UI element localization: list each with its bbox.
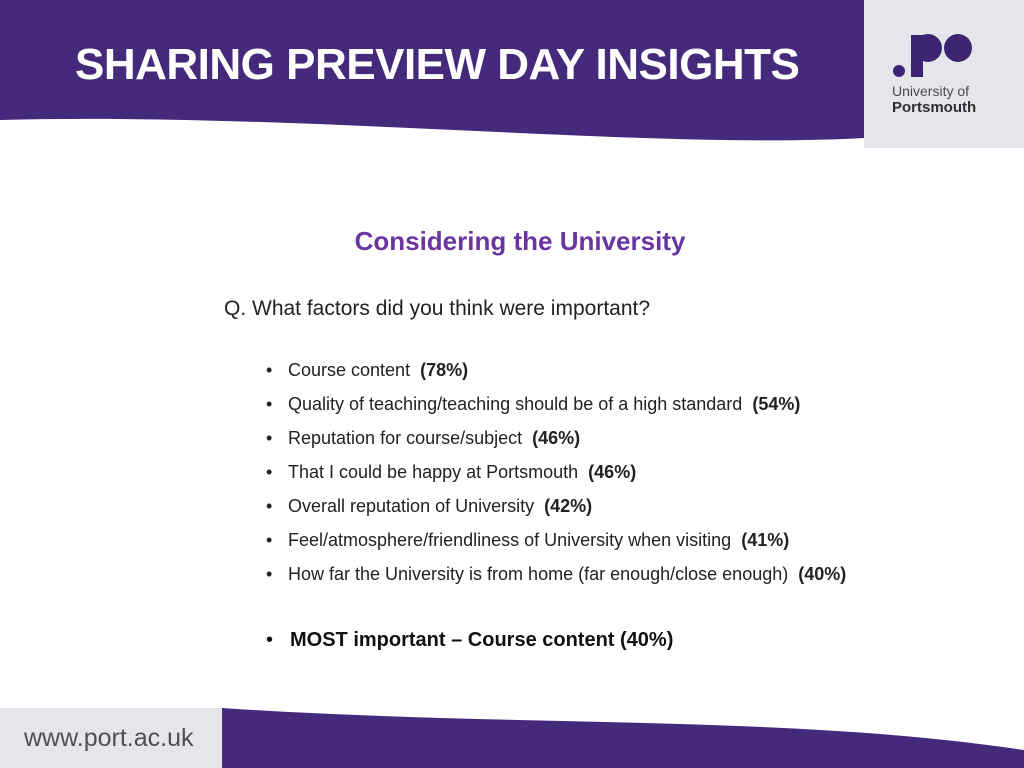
bullet-icon: • [266,629,274,651]
list-item [266,493,846,527]
bullet-icon: • [266,394,273,414]
factor-list [266,357,846,595]
section-heading: Considering the University [354,226,686,256]
factor-label: Overall reputation of University [288,496,535,516]
bullet-icon: • [266,360,273,380]
list-item [266,357,846,391]
university-logo [864,0,1024,148]
factor-label: Feel/atmosphere/friendliness of University when visiting [288,530,732,550]
list-item [266,561,846,595]
factor-label: Quality of teaching/teaching should be of a high standard [288,394,743,414]
factor-percentage: (78%) [420,360,469,380]
list-item [266,527,846,561]
summary-text: MOST important – Course content (40%) [290,629,674,651]
logo-text-line2: Portsmouth [892,99,977,116]
footer-url-box [0,708,222,768]
factor-percentage: (46%) [588,462,637,482]
factor-label: That I could be happy at Portsmouth [288,462,579,482]
logo-mark-icon [892,30,982,80]
summary-item [266,629,673,652]
bullet-icon: • [266,462,273,482]
factor-percentage: (54%) [752,394,801,414]
bullet-icon: • [266,496,273,516]
footer-band [222,706,1024,768]
factor-label: How far the University is from home (far enough/close enough) [288,564,789,584]
logo-text-line1: University of [892,83,970,99]
factor-percentage: (46%) [532,428,581,448]
bullet-icon: • [266,530,273,550]
bullet-icon: • [266,564,273,584]
factor-percentage: (40%) [798,564,847,584]
footer-url[interactable]: www.port.ac.uk [24,724,194,752]
factor-label: Reputation for course/subject [288,428,523,448]
factor-label: Course content [288,360,411,380]
bullet-icon: • [266,428,273,448]
factor-percentage: (42%) [544,496,593,516]
list-item [266,459,846,493]
list-item [266,391,846,425]
list-item [266,425,846,459]
slide-title: SHARING PREVIEW DAY INSIGHTS [75,40,800,89]
factor-percentage: (41%) [741,530,790,550]
question-text: Q. What factors did you think were important? [224,297,651,320]
